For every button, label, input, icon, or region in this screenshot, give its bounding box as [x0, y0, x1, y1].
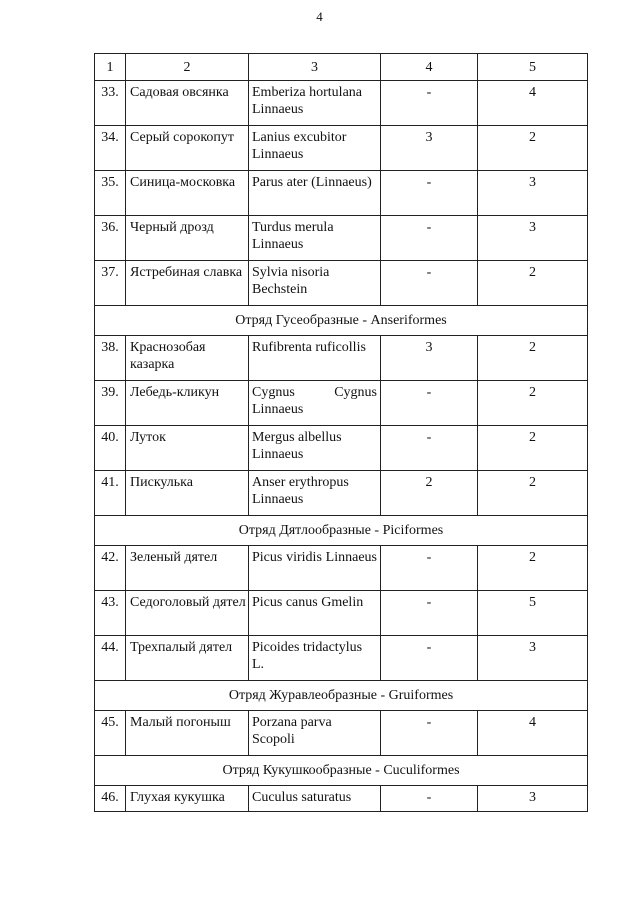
category-col-4: - — [381, 426, 478, 471]
table-row — [95, 81, 588, 126]
species-name-ru: Лебедь-кликун — [126, 381, 249, 426]
category-col-5: 2 — [478, 336, 588, 381]
species-name-latin: Lanius excubitor Linnaeus — [249, 126, 381, 171]
category-col-5: 2 — [478, 426, 588, 471]
row-number: 34. — [95, 126, 126, 171]
table-row — [95, 171, 588, 216]
table-row — [95, 426, 588, 471]
category-col-4: - — [381, 261, 478, 306]
table-header-row — [95, 54, 588, 81]
order-heading-row — [95, 516, 588, 546]
category-col-5: 3 — [478, 786, 588, 812]
category-col-4: - — [381, 591, 478, 636]
row-number: 45. — [95, 711, 126, 756]
header-cell-5: 5 — [478, 54, 588, 81]
species-table — [94, 53, 588, 812]
category-col-5: 4 — [478, 81, 588, 126]
species-table-body — [95, 54, 588, 812]
species-name-latin: Anser erythropus Linnaeus — [249, 471, 381, 516]
row-number: 37. — [95, 261, 126, 306]
table-row — [95, 381, 588, 426]
species-name-latin: Emberiza hortulana Linnaeus — [249, 81, 381, 126]
species-name-ru: Краснозобая казарка — [126, 336, 249, 381]
species-name-latin: Cygnus Cygnus Linnaeus — [249, 381, 381, 426]
table-row — [95, 636, 588, 681]
order-heading-row — [95, 756, 588, 786]
header-cell-1: 1 — [95, 54, 126, 81]
species-name-latin: Picus viridis Linnaeus — [249, 546, 381, 591]
category-col-4: - — [381, 216, 478, 261]
row-number: 33. — [95, 81, 126, 126]
category-col-5: 2 — [478, 381, 588, 426]
species-name-latin: Picoides tridactylus L. — [249, 636, 381, 681]
category-col-4: - — [381, 786, 478, 812]
category-col-4: - — [381, 171, 478, 216]
order-heading-row — [95, 681, 588, 711]
species-name-ru: Глухая кукушка — [126, 786, 249, 812]
species-name-ru: Синица-московка — [126, 171, 249, 216]
category-col-5: 2 — [478, 261, 588, 306]
species-name-ru: Серый сорокопут — [126, 126, 249, 171]
species-name-latin: Picus canus Gmelin — [249, 591, 381, 636]
order-heading: Отряд Кукушкообразные - Cuculiformes — [95, 756, 588, 786]
species-name-ru: Садовая овсянка — [126, 81, 249, 126]
table-row — [95, 216, 588, 261]
category-col-5: 2 — [478, 126, 588, 171]
category-col-4: - — [381, 81, 478, 126]
order-heading: Отряд Журавлеобразные - Gruiformes — [95, 681, 588, 711]
table-row — [95, 546, 588, 591]
table-row — [95, 126, 588, 171]
category-col-4: - — [381, 381, 478, 426]
category-col-4: 3 — [381, 336, 478, 381]
row-number: 38. — [95, 336, 126, 381]
row-number: 41. — [95, 471, 126, 516]
table-row — [95, 261, 588, 306]
table-row — [95, 336, 588, 381]
category-col-4: - — [381, 711, 478, 756]
row-number: 36. — [95, 216, 126, 261]
order-heading: Отряд Дятлообразные - Piciformes — [95, 516, 588, 546]
table-row — [95, 591, 588, 636]
species-name-ru: Черный дрозд — [126, 216, 249, 261]
species-name-latin: Porzana parva Scopoli — [249, 711, 381, 756]
species-name-latin: Cuculus saturatus — [249, 786, 381, 812]
header-cell-4: 4 — [381, 54, 478, 81]
category-col-5: 2 — [478, 546, 588, 591]
row-number: 43. — [95, 591, 126, 636]
table-row — [95, 471, 588, 516]
species-name-ru: Пискулька — [126, 471, 249, 516]
category-col-5: 3 — [478, 216, 588, 261]
species-name-latin: Turdus merula Linnaeus — [249, 216, 381, 261]
table-row — [95, 711, 588, 756]
category-col-4: 2 — [381, 471, 478, 516]
species-name-ru: Малый погоныш — [126, 711, 249, 756]
species-name-ru: Седоголовый дятел — [126, 591, 249, 636]
row-number: 35. — [95, 171, 126, 216]
row-number: 39. — [95, 381, 126, 426]
header-cell-2: 2 — [126, 54, 249, 81]
species-name-latin: Rufibrenta ruficollis — [249, 336, 381, 381]
row-number: 40. — [95, 426, 126, 471]
row-number: 46. — [95, 786, 126, 812]
order-heading: Отряд Гусеобразные - Anseriformes — [95, 306, 588, 336]
species-name-ru: Ястребиная славка — [126, 261, 249, 306]
species-name-latin: Parus ater (Linnaeus) — [249, 171, 381, 216]
species-name-ru: Луток — [126, 426, 249, 471]
row-number: 42. — [95, 546, 126, 591]
category-col-5: 3 — [478, 636, 588, 681]
row-number: 44. — [95, 636, 126, 681]
species-name-ru: Зеленый дятел — [126, 546, 249, 591]
species-name-latin: Mergus albellus Linnaeus — [249, 426, 381, 471]
category-col-4: - — [381, 546, 478, 591]
category-col-4: - — [381, 636, 478, 681]
category-col-5: 3 — [478, 171, 588, 216]
category-col-5: 5 — [478, 591, 588, 636]
header-cell-3: 3 — [249, 54, 381, 81]
species-name-latin: Sylvia nisoria Bechstein — [249, 261, 381, 306]
category-col-5: 2 — [478, 471, 588, 516]
table-row — [95, 786, 588, 812]
category-col-5: 4 — [478, 711, 588, 756]
order-heading-row — [95, 306, 588, 336]
species-name-ru: Трехпалый дятел — [126, 636, 249, 681]
category-col-4: 3 — [381, 126, 478, 171]
page-number: 4 — [316, 9, 323, 24]
